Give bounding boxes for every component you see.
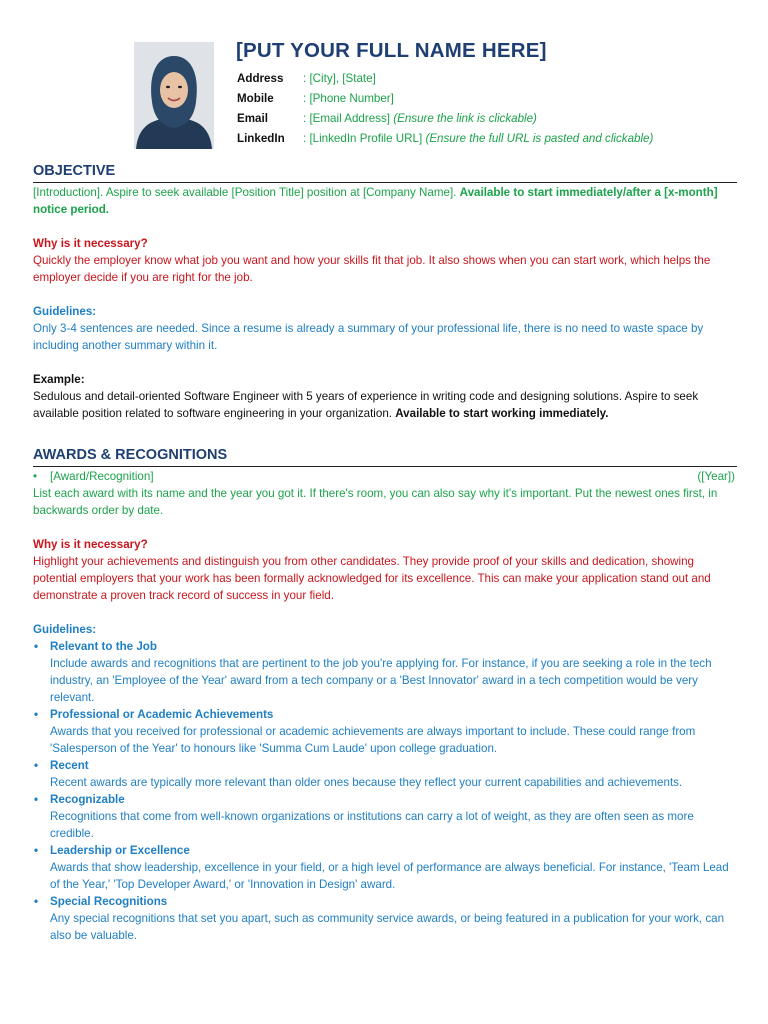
bullet-icon: • [34,895,39,908]
contact-row-address [237,69,653,89]
awards-guidelines-list [33,638,737,944]
guideline-text: Include awards and recognitions that are pertinent to the job you're applying for. For instance, if you are seeking a role in the tech industry, an 'Employee of the Year' award from a tech company or a 'Best Innovator' award in a tech competition would be very relevant. [50,657,712,704]
guideline-item [33,791,737,842]
contact-details [237,69,653,149]
contact-row-mobile [237,89,653,109]
guideline-text: Any special recognitions that set you apart, such as community service awards, or being featured in a publication for your work, can also be valuable. [50,912,725,942]
mobile-value: : [Phone Number] [303,92,394,105]
email-link[interactable]: : [Email Address] [303,112,390,125]
guideline-title: Leadership or Excellence [50,844,190,857]
guideline-title: Recent [50,759,89,772]
objective-availability: Available to start immediately/after a [x-month] notice period. [33,186,718,216]
bullet-icon: • [33,470,38,483]
guideline-text: Awards that you received for professional or academic achievements are always important to include. These could range from 'Salesperson of the Year' to honours like 'Summa Cum Laude' upon college graduation. [50,725,696,755]
guideline-item [33,638,737,706]
objective-guidelines-text: Only 3-4 sentences are needed. Since a resume is already a summary of your professional life, there is no need to waste space by including another summary within it. [33,322,704,352]
awards-guidelines-heading: Guidelines: [33,623,97,636]
contact-row-linkedin [237,129,653,149]
awards-why-text: Highlight your achievements and distinguish you from other candidates. They provide proof of your skills and dedication, showing potential employers that your work has been formally acknowledged for its excellence. This can make your application stand out and demonstrate a proven track record of success in your field. [33,555,711,602]
objective-divider [33,182,737,183]
profile-photo [134,42,214,149]
email-note: (Ensure the link is clickable) [393,112,537,125]
objective-example [33,388,737,422]
objective-guidelines-heading: Guidelines: [33,305,97,318]
contact-label: Address [237,72,284,85]
contact-label: Mobile [237,92,274,105]
objective-example-availability: Available to start working immediately. [395,407,609,420]
contact-row-email [237,109,653,129]
guideline-title: Special Recognitions [50,895,168,908]
guideline-text: Recognitions that come from well-known organizations or institutions can carry a lot of weight, as they are often seen as more credible. [50,810,694,840]
guideline-text: Recent awards are typically more relevant than older ones because they reflect your current capabilities and achievements. [50,776,683,789]
guideline-item [33,842,737,893]
full-name-heading: [PUT YOUR FULL NAME HERE] [236,39,547,62]
award-item [33,468,737,485]
guideline-item [33,706,737,757]
objective-why-text: Quickly the employer know what job you want and how your skills fit that job. It also shows when you can start work, which helps the employer decide if you are right for the job. [33,254,711,284]
bullet-icon: • [34,759,39,772]
person-portrait-icon [134,42,214,149]
guideline-title: Professional or Academic Achievements [50,708,274,721]
objective-intro-text: [Introduction]. Aspire to seek available [Position Title] position at [Company Name]. [33,186,457,199]
objective-example-text: Sedulous and detail-oriented Software Engineer with 5 years of experience in writing code and designing solutions. Aspire to seek available position related to software engineering in your organization. [33,390,699,420]
bullet-icon: • [34,708,39,721]
contact-label: LinkedIn [237,132,285,145]
bullet-icon: • [34,793,39,806]
objective-intro [33,184,737,218]
award-description: List each award with its name and the year you got it. If there's room, you can also say why it's important. Put the newest ones first, in backwards order by date. [33,487,718,517]
address-value: : [City], [State] [303,72,376,85]
guideline-text: Awards that show leadership, excellence in your field, or a high level of performance are always beneficial. For instance, 'Team Lead of the Year,' 'Top Developer Award,' or 'Innovation in Design' award. [50,861,729,891]
objective-section [33,184,737,422]
awards-section [33,468,737,944]
contact-label: Email [237,112,268,125]
awards-why-heading: Why is it necessary? [33,538,148,551]
guideline-item [33,893,737,944]
guideline-item [33,757,737,791]
guideline-title: Recognizable [50,793,125,806]
objective-why-heading: Why is it necessary? [33,237,148,250]
guideline-title: Relevant to the Job [50,640,157,653]
bullet-icon: • [34,844,39,857]
linkedin-note: (Ensure the full URL is pasted and clickable) [425,132,654,145]
bullet-icon: • [34,640,39,653]
awards-divider [33,466,737,467]
objective-heading: OBJECTIVE [33,163,116,179]
objective-example-heading: Example: [33,373,85,386]
award-year: ([Year]) [697,470,735,483]
linkedin-link[interactable]: : [LinkedIn Profile URL] [303,132,423,145]
awards-heading: AWARDS & RECOGNITIONS [33,447,228,463]
award-label: [Award/Recognition] [50,470,154,483]
